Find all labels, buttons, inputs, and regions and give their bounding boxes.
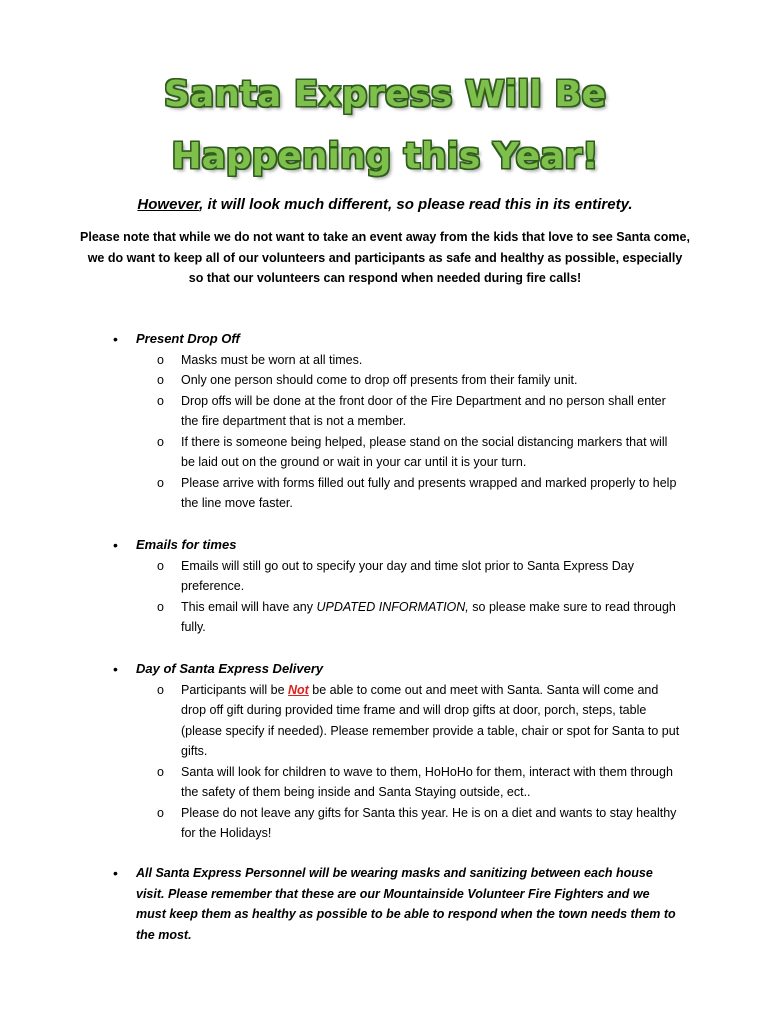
sub-bullet-icon: o (157, 352, 164, 367)
list-item-text: This email will have any (181, 599, 317, 614)
list-item-text: be able to come out and meet with Santa. Santa will come and drop off gift during provided time frame and will drop gifts at door, porch, steps, table (please specify if needed). Please remember provide a table, chair or spot for Santa to put gifts. (181, 682, 680, 758)
list-item (181, 597, 681, 638)
title-line-1: Santa Express Will Be (163, 74, 607, 115)
section-heading: Present Drop Off (136, 331, 240, 346)
sub-bullet-icon: o (157, 434, 164, 449)
bullet-icon: • (113, 331, 118, 347)
sub-bullet-icon: o (157, 393, 164, 408)
subtitle-underlined-word: However (137, 196, 200, 213)
sub-bullet-icon: o (157, 373, 164, 387)
list-item (181, 680, 681, 762)
updated-information-emphasis: UPDATED INFORMATION, (316, 599, 469, 614)
list-item-text: so please make sure to read through fully. (181, 599, 676, 634)
list-item: If there is someone being helped, please stand on the social distancing markers that will be laid out on the ground or wait in your car until it is your turn. (181, 434, 668, 469)
list-item: Only one person should come to drop off presents from their family unit. (181, 373, 578, 387)
title-line-2: Happening this Year! (171, 136, 599, 177)
section-heading: Emails for times (136, 537, 237, 552)
list-item: Drop offs will be done at the front door of the Fire Department and no person shall enter the fire department that is not a member. (181, 393, 666, 428)
sub-bullet-icon: o (157, 558, 164, 573)
list-item: Please arrive with forms filled out fully and presents wrapped and marked properly to help the line move faster. (181, 475, 677, 510)
subtitle (0, 194, 770, 216)
list-item: Santa will look for children to wave to them, HoHoHo for them, interact with them through the safety of them being inside and Santa Staying outside, ect.. (181, 764, 673, 799)
sub-bullet-icon: o (157, 475, 164, 490)
section-heading: Day of Santa Express Delivery (136, 661, 324, 676)
sub-bullet-icon: o (157, 682, 164, 697)
sub-bullet-icon: o (157, 764, 164, 779)
intro-paragraph: Please note that while we do not want to take an event away from the kids that love to see Santa come, we do want to keep all of our volunteers and participants as safe and healthy as possible, especially so that our volunteers can respond when needed during fire calls! (80, 230, 690, 285)
bullet-icon: • (113, 865, 118, 881)
final-note: All Santa Express Personnel will be wearing masks and sanitizing between each house visit. Please remember that these are our Mountainside Volunteer Fire Fighters and we must keep them as healthy as possible to be able to respond when the town needs them to the most. (136, 866, 676, 942)
sub-bullet-icon: o (157, 599, 164, 614)
list-item: Emails will still go out to specify your day and time slot prior to Santa Express Day preference. (181, 558, 634, 593)
list-item: Masks must be worn at all times. (181, 352, 363, 367)
bullet-icon: • (113, 661, 118, 677)
sub-bullet-icon: o (157, 805, 164, 820)
subtitle-rest: , it will look much different, so please read this in its entirety. (199, 196, 633, 213)
not-highlight: Not (288, 682, 309, 697)
list-item: Please do not leave any gifts for Santa this year. He is on a diet and wants to stay healthy for the Holidays! (181, 805, 677, 840)
bullet-icon: • (113, 537, 118, 553)
list-item-text: Participants will be (181, 682, 288, 697)
